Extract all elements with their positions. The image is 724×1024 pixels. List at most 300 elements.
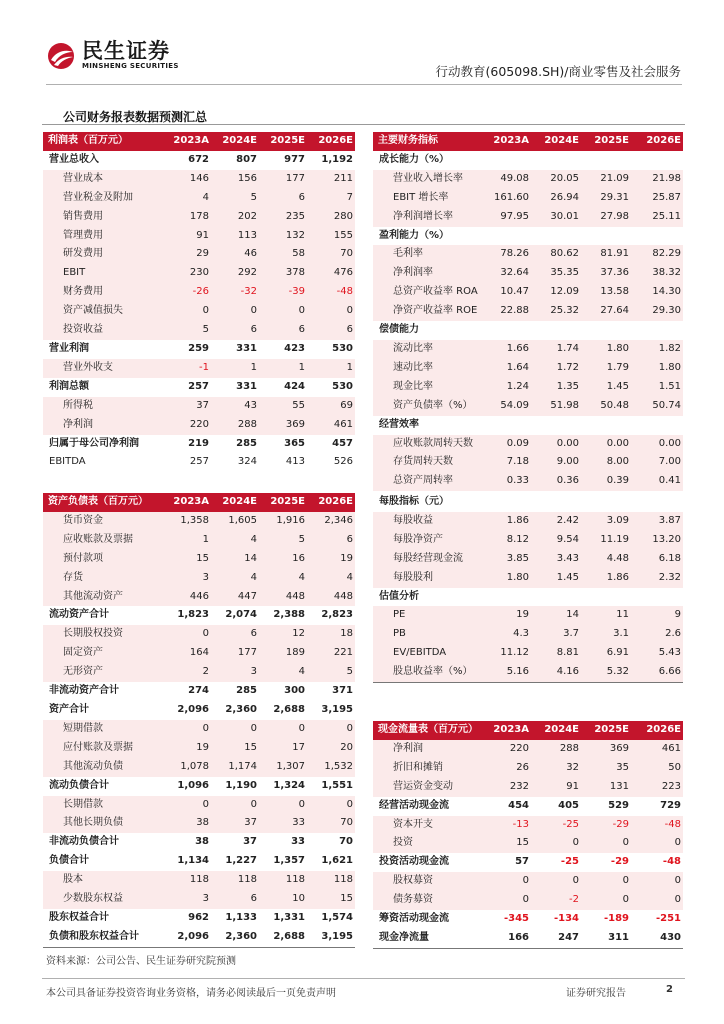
cell-value: -32 xyxy=(211,283,259,302)
row-label: 其他长期负债 xyxy=(43,814,163,833)
table-row xyxy=(43,245,355,264)
cell-value: 2,096 xyxy=(163,928,211,947)
financial-indicators-table xyxy=(373,132,683,491)
table-row xyxy=(43,739,355,758)
cell-value: 1,190 xyxy=(211,777,259,796)
cell-value: 118 xyxy=(259,871,307,890)
table-row xyxy=(43,397,355,416)
column-header: 2026E xyxy=(307,493,355,512)
row-label: 速动比率 xyxy=(373,359,479,378)
row-label: 净利润 xyxy=(43,416,163,435)
title-divider xyxy=(42,124,685,125)
cell-value xyxy=(631,227,683,246)
row-label: 估值分析 xyxy=(373,588,479,607)
cell-value: -29 xyxy=(581,816,631,835)
table-row xyxy=(373,606,683,625)
cell-value: 977 xyxy=(259,151,307,170)
cell-value: 211 xyxy=(307,170,355,189)
cell-value: 7.18 xyxy=(479,453,531,472)
cell-value: 0.00 xyxy=(531,435,581,454)
cell-value: 13.58 xyxy=(581,283,631,302)
row-label: 应收账款周转天数 xyxy=(373,435,479,454)
cell-value: 369 xyxy=(581,740,631,759)
table-row xyxy=(43,796,355,815)
table-row xyxy=(43,531,355,550)
row-label: 投资收益 xyxy=(43,321,163,340)
cell-value: 2,688 xyxy=(259,928,307,947)
cell-value: 0 xyxy=(581,872,631,891)
row-label: PE xyxy=(373,606,479,625)
row-label: 折旧和摊销 xyxy=(373,759,479,778)
table-row xyxy=(43,550,355,569)
cell-value: 3,195 xyxy=(307,701,355,720)
table-header-row xyxy=(43,132,355,151)
column-header: 2024E xyxy=(531,132,581,151)
cell-value: 0.33 xyxy=(479,472,531,491)
cell-value: 18 xyxy=(307,625,355,644)
table-row xyxy=(373,453,683,472)
row-label: 投资 xyxy=(373,834,479,853)
row-label: 每股净资产 xyxy=(373,531,479,550)
cell-value: 4 xyxy=(211,569,259,588)
cell-value: 21.09 xyxy=(581,170,631,189)
row-label: EBIT xyxy=(43,264,163,283)
cell-value: 19 xyxy=(163,739,211,758)
cell-value: 1,574 xyxy=(307,909,355,928)
row-label: 货币资金 xyxy=(43,512,163,531)
row-label: 研发费用 xyxy=(43,245,163,264)
cell-value: -25 xyxy=(531,816,581,835)
table-row xyxy=(43,758,355,777)
column-header: 2025E xyxy=(581,132,631,151)
cell-value: 0 xyxy=(163,625,211,644)
table-row xyxy=(43,512,355,531)
row-label: 归属于母公司净利润 xyxy=(43,435,163,454)
cell-value: 37 xyxy=(211,814,259,833)
row-label: 营运资金变动 xyxy=(373,778,479,797)
table-row xyxy=(43,890,355,909)
cell-value: 274 xyxy=(163,682,211,701)
cell-value: 405 xyxy=(531,797,581,816)
page-header xyxy=(0,0,724,92)
cell-value: 37 xyxy=(211,833,259,852)
cell-value: 6 xyxy=(307,531,355,550)
cell-value xyxy=(631,321,683,340)
row-label: 其他流动资产 xyxy=(43,588,163,607)
column-header: 2024E xyxy=(531,721,581,740)
cell-value: 220 xyxy=(479,740,531,759)
row-label: 股息收益率（%） xyxy=(373,663,479,682)
cell-value: 1,621 xyxy=(307,852,355,871)
cell-value xyxy=(631,416,683,435)
cell-value: 10 xyxy=(259,890,307,909)
cell-value: 2,388 xyxy=(259,606,307,625)
cell-value: 1.79 xyxy=(581,359,631,378)
cell-value: 6 xyxy=(211,625,259,644)
cell-value: 0.00 xyxy=(631,435,683,454)
row-label: 投资活动现金流 xyxy=(373,853,479,872)
cell-value: 1.80 xyxy=(479,569,531,588)
table-row xyxy=(43,928,355,947)
cell-value: 1.51 xyxy=(631,378,683,397)
row-label: 股权募资 xyxy=(373,872,479,891)
table-row xyxy=(373,891,683,910)
row-label: 所得税 xyxy=(43,397,163,416)
cell-value: 0 xyxy=(307,302,355,321)
row-label: 筹资活动现金流 xyxy=(373,910,479,929)
cell-value: 365 xyxy=(259,435,307,454)
table-row xyxy=(43,321,355,340)
cell-value xyxy=(479,151,531,170)
table-row xyxy=(373,663,683,682)
column-header: 2025E xyxy=(259,132,307,151)
cell-value: 280 xyxy=(307,208,355,227)
cell-value: 1,324 xyxy=(259,777,307,796)
cell-value: 26.94 xyxy=(531,189,581,208)
cell-value: 29.31 xyxy=(581,189,631,208)
cell-value: -1 xyxy=(163,359,211,378)
cell-value: 2,823 xyxy=(307,606,355,625)
cell-value: 178 xyxy=(163,208,211,227)
cell-value xyxy=(631,151,683,170)
cell-value: 371 xyxy=(307,682,355,701)
cell-value: -345 xyxy=(479,910,531,929)
table-row xyxy=(373,872,683,891)
cell-value: -48 xyxy=(631,816,683,835)
table-row xyxy=(43,625,355,644)
cell-value: 1,823 xyxy=(163,606,211,625)
cell-value: 0.09 xyxy=(479,435,531,454)
table-row xyxy=(373,378,683,397)
cell-value: 2,074 xyxy=(211,606,259,625)
cell-value: 0 xyxy=(211,720,259,739)
table-row xyxy=(373,644,683,663)
cell-value: 3 xyxy=(163,569,211,588)
row-label: 营业利润 xyxy=(43,340,163,359)
cell-value: 1,357 xyxy=(259,852,307,871)
cell-value: 6 xyxy=(307,321,355,340)
cell-value: 22.88 xyxy=(479,302,531,321)
row-label: 每股股利 xyxy=(373,569,479,588)
row-label: 流动负债合计 xyxy=(43,777,163,796)
table-row xyxy=(373,910,683,929)
cell-value: 9.00 xyxy=(531,453,581,472)
cell-value: 14 xyxy=(211,550,259,569)
cell-value: 300 xyxy=(259,682,307,701)
cell-value: 729 xyxy=(631,797,683,816)
cell-value: 11.12 xyxy=(479,644,531,663)
table-row xyxy=(373,189,683,208)
cell-value: 457 xyxy=(307,435,355,454)
cell-value: 2,096 xyxy=(163,701,211,720)
row-label: 应付账款及票据 xyxy=(43,739,163,758)
row-label: EV/EBITDA xyxy=(373,644,479,663)
column-header: 2024E xyxy=(211,132,259,151)
cell-value: 0 xyxy=(479,891,531,910)
cell-value: 38 xyxy=(163,833,211,852)
cell-value xyxy=(581,151,631,170)
cell-value: 35 xyxy=(581,759,631,778)
cell-value: 1,532 xyxy=(307,758,355,777)
row-label: 每股收益 xyxy=(373,512,479,531)
cell-value: 6.66 xyxy=(631,663,683,682)
column-header: 2023A xyxy=(479,721,531,740)
cell-value: 12 xyxy=(259,625,307,644)
table-row xyxy=(373,797,683,816)
cell-value xyxy=(581,493,631,512)
cell-value: 1 xyxy=(307,359,355,378)
table-row xyxy=(373,569,683,588)
cell-value: 223 xyxy=(631,778,683,797)
cell-value: 257 xyxy=(163,378,211,397)
column-header: 2023A xyxy=(163,132,211,151)
table-title: 主要财务指标 xyxy=(373,132,479,151)
table-row xyxy=(43,378,355,397)
row-label: EBITDA xyxy=(43,453,163,472)
minsheng-logo-icon xyxy=(46,41,76,71)
cell-value: 430 xyxy=(631,929,683,948)
cell-value xyxy=(531,227,581,246)
table-row xyxy=(43,416,355,435)
cell-value: 177 xyxy=(211,644,259,663)
row-label: 营业成本 xyxy=(43,170,163,189)
cell-value: 15 xyxy=(307,890,355,909)
cell-value: 58 xyxy=(259,245,307,264)
row-label: 资产负债率（%） xyxy=(373,397,479,416)
cell-value xyxy=(479,321,531,340)
row-label: 成长能力（%） xyxy=(373,151,479,170)
cell-value: 1,307 xyxy=(259,758,307,777)
footer-divider xyxy=(42,978,685,979)
cell-value: 1.64 xyxy=(479,359,531,378)
cell-value: 2,360 xyxy=(211,701,259,720)
cell-value: 369 xyxy=(259,416,307,435)
cell-value xyxy=(479,493,531,512)
cell-value: 0 xyxy=(259,720,307,739)
table-row xyxy=(43,170,355,189)
row-label: 存货周转天数 xyxy=(373,453,479,472)
row-label: 流动比率 xyxy=(373,340,479,359)
cell-value: 0 xyxy=(531,872,581,891)
cell-value: 3 xyxy=(211,663,259,682)
cell-value: 1,133 xyxy=(211,909,259,928)
cell-value: 27.64 xyxy=(581,302,631,321)
cell-value: 17 xyxy=(259,739,307,758)
table-row xyxy=(373,283,683,302)
cell-value: 4 xyxy=(259,569,307,588)
cell-value: 19 xyxy=(479,606,531,625)
cell-value: 25.32 xyxy=(531,302,581,321)
cell-value: 38 xyxy=(163,814,211,833)
cell-value: 19 xyxy=(307,550,355,569)
cell-value: 20.05 xyxy=(531,170,581,189)
row-label: 固定资产 xyxy=(43,644,163,663)
cell-value: 288 xyxy=(211,416,259,435)
row-label: 资产合计 xyxy=(43,701,163,720)
cell-value: 324 xyxy=(211,453,259,472)
income-statement-table xyxy=(43,132,355,472)
table-row xyxy=(43,340,355,359)
cell-value: 97.95 xyxy=(479,208,531,227)
cell-value: 78.26 xyxy=(479,245,531,264)
row-label: 股本 xyxy=(43,871,163,890)
cell-value: 0 xyxy=(307,796,355,815)
column-header: 2023A xyxy=(163,493,211,512)
row-label: 营业收入增长率 xyxy=(373,170,479,189)
cell-value: 2,346 xyxy=(307,512,355,531)
header-divider xyxy=(46,84,682,85)
cell-value: 20 xyxy=(307,739,355,758)
cell-value: 8.81 xyxy=(531,644,581,663)
cell-value: 2.32 xyxy=(631,569,683,588)
cell-value: 454 xyxy=(479,797,531,816)
cell-value: 1,096 xyxy=(163,777,211,796)
cell-value: 155 xyxy=(307,227,355,246)
row-label: 其他流动负债 xyxy=(43,758,163,777)
cell-value: 2,360 xyxy=(211,928,259,947)
cell-value: 11.19 xyxy=(581,531,631,550)
row-label: 净资产收益率 ROE xyxy=(373,302,479,321)
cell-value: 4.48 xyxy=(581,550,631,569)
row-label: 每股指标（元） xyxy=(373,493,479,512)
table-row xyxy=(373,416,683,435)
cell-value: 235 xyxy=(259,208,307,227)
cell-value: 448 xyxy=(307,588,355,607)
table-row xyxy=(43,852,355,871)
cell-value: 0 xyxy=(211,796,259,815)
cell-value: 4.16 xyxy=(531,663,581,682)
row-label: 营业总收入 xyxy=(43,151,163,170)
table-row xyxy=(373,245,683,264)
table-row xyxy=(373,227,683,246)
cell-value xyxy=(631,493,683,512)
cell-value: 0 xyxy=(531,834,581,853)
cell-value: 5.32 xyxy=(581,663,631,682)
cell-value: 50 xyxy=(631,759,683,778)
row-label: 流动资产合计 xyxy=(43,606,163,625)
cell-value: 118 xyxy=(307,871,355,890)
cell-value: 1 xyxy=(211,359,259,378)
cell-value: 32.64 xyxy=(479,264,531,283)
cell-value xyxy=(531,416,581,435)
cell-value: 1.45 xyxy=(531,569,581,588)
row-label: 存货 xyxy=(43,569,163,588)
row-label: 经营效率 xyxy=(373,416,479,435)
row-label: 负债合计 xyxy=(43,852,163,871)
cell-value: 166 xyxy=(479,929,531,948)
cell-value: -134 xyxy=(531,910,581,929)
cell-value: 1,331 xyxy=(259,909,307,928)
table-row xyxy=(43,264,355,283)
table-row xyxy=(373,929,683,948)
cell-value: 220 xyxy=(163,416,211,435)
cell-value xyxy=(581,588,631,607)
cell-value: 6.18 xyxy=(631,550,683,569)
table-row xyxy=(373,435,683,454)
row-label: 管理费用 xyxy=(43,227,163,246)
cell-value xyxy=(581,227,631,246)
cell-value: 37.36 xyxy=(581,264,631,283)
cell-value: 529 xyxy=(581,797,631,816)
cell-value: 3.7 xyxy=(531,625,581,644)
cell-value: 7 xyxy=(307,189,355,208)
cell-value: 424 xyxy=(259,378,307,397)
cell-value: 82.29 xyxy=(631,245,683,264)
cell-value xyxy=(479,416,531,435)
cell-value: 5 xyxy=(211,189,259,208)
cell-value: 3 xyxy=(163,890,211,909)
cell-value: 1,134 xyxy=(163,852,211,871)
cell-value: 25.87 xyxy=(631,189,683,208)
cell-value: 1.35 xyxy=(531,378,581,397)
table-title: 现金流量表（百万元） xyxy=(373,721,479,740)
table-row xyxy=(373,588,683,607)
row-label: 非流动资产合计 xyxy=(43,682,163,701)
cell-value: 0 xyxy=(211,302,259,321)
cell-value: 461 xyxy=(307,416,355,435)
column-header: 2026E xyxy=(631,721,683,740)
table-row xyxy=(43,151,355,170)
cell-value: 6 xyxy=(259,189,307,208)
column-header: 2026E xyxy=(307,132,355,151)
table-row xyxy=(43,663,355,682)
table-row xyxy=(373,834,683,853)
cell-value: 0 xyxy=(631,891,683,910)
cell-value: 33 xyxy=(259,814,307,833)
cell-value xyxy=(631,588,683,607)
table-row xyxy=(43,588,355,607)
cash-flow-table xyxy=(373,721,683,949)
table-row xyxy=(373,625,683,644)
cell-value: 530 xyxy=(307,340,355,359)
table-title: 资产负债表（百万元） xyxy=(43,493,163,512)
cell-value xyxy=(531,493,581,512)
section-title: 公司财务报表数据预测汇总 xyxy=(63,110,208,124)
cell-value: 146 xyxy=(163,170,211,189)
page-number: 2 xyxy=(666,984,673,995)
cell-value: 32 xyxy=(531,759,581,778)
cell-value: 8.12 xyxy=(479,531,531,550)
table-row xyxy=(373,321,683,340)
row-label: EBIT 增长率 xyxy=(373,189,479,208)
cell-value: 1,078 xyxy=(163,758,211,777)
cell-value: 221 xyxy=(307,644,355,663)
cell-value: 50.74 xyxy=(631,397,683,416)
table-row xyxy=(373,264,683,283)
cell-value: 49.08 xyxy=(479,170,531,189)
cell-value: 35.35 xyxy=(531,264,581,283)
cell-value: 0 xyxy=(631,834,683,853)
table-row xyxy=(373,302,683,321)
table-row xyxy=(43,283,355,302)
cell-value: 4 xyxy=(211,531,259,550)
cell-value: 70 xyxy=(307,814,355,833)
cell-value: 0 xyxy=(307,720,355,739)
cell-value xyxy=(531,321,581,340)
cell-value: 6 xyxy=(211,890,259,909)
cell-value: 51.98 xyxy=(531,397,581,416)
table-row xyxy=(43,814,355,833)
cell-value: 6 xyxy=(211,321,259,340)
row-label: 营业外收支 xyxy=(43,359,163,378)
cell-value xyxy=(479,588,531,607)
cell-value: 9 xyxy=(631,606,683,625)
table-row xyxy=(373,531,683,550)
cell-value: 1.74 xyxy=(531,340,581,359)
cell-value: 14.30 xyxy=(631,283,683,302)
cell-value: 447 xyxy=(211,588,259,607)
cell-value: 1,605 xyxy=(211,512,259,531)
